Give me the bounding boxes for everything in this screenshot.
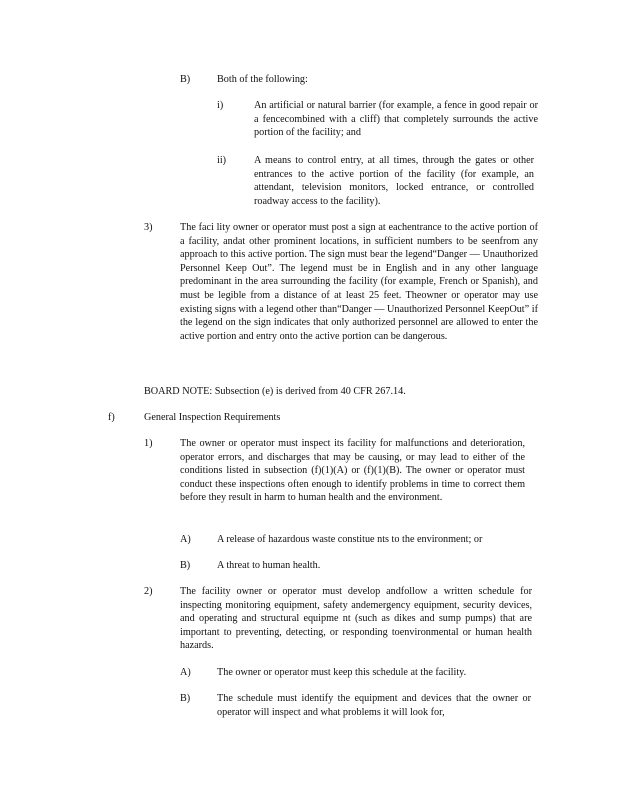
clause-text-f2A: The owner or operator must keep this schedule at the facility. <box>217 667 467 678</box>
item-text-f2: The facility owner or operator must develop andfollow a written schedule for inspecting monitoring equipment, safety andemergency equipment, security devices, and operating and structural equipme nt (such as dikes and sump pumps) that are important to preventing, detecting, or responding toenvironmental or human health hazards. <box>180 586 532 652</box>
board-note: BOARD NOTE: Subsection (e) is derived from 40 CFR 267.14. <box>144 386 406 397</box>
subclause-label-ii: ii) <box>217 155 227 166</box>
item-label-f2: 2) <box>144 586 153 597</box>
clause-label-f2A: A) <box>180 667 191 678</box>
item-text-3: The faci lity owner or operator must post a sign at eachentrance to the active portion of a facility, andat other prominent locations, in sufficient numbers to be seenfrom any approach to this active portion. The sign must bear the legend“Danger — Unauthorized Personnel Keep Out”. The legend must be in English and in any other language predominant in the area surrounding the facility (for example, French or Spanish), and must be legible from a distance of at least 25 feet. Theowner or operator may use existing signs with a legend other than“Danger — Unauthorized Personnel KeepOut” if the legend on the sign indicates that only authorized personnel are allowed to enter the active portion and entry onto the active portion can be dangerous. <box>180 222 538 342</box>
subclause-text-i: An artificial or natural barrier (for example, a fence in good repair or a fencecombined with a cliff) that completely surrounds the active portion of the facility; and <box>254 100 538 139</box>
clause-text-f1A: A release of hazardous waste constitue nts to the environment; or <box>217 534 483 545</box>
item-label-3: 3) <box>144 222 153 233</box>
clause-label-f2B: B) <box>180 693 191 704</box>
section-label-f: f) <box>108 412 115 423</box>
subclause-text-ii: A means to control entry, at all times, through the gates or other entrances to the active portion of the facility (for example, an attendant, television monitors, locked entrance, or controlled roadway access to the facility). <box>254 155 534 207</box>
section-heading-f: General Inspection Requirements <box>144 412 281 423</box>
clause-label-f1B: B) <box>180 560 191 571</box>
item-label-f1: 1) <box>144 438 153 449</box>
clause-text-2B: Both of the following: <box>217 74 308 85</box>
clause-text-f2B: The schedule must identify the equipment and devices that the owner or operator will inspect and what problems it will look for, <box>217 693 531 718</box>
clause-label-f1A: A) <box>180 534 191 545</box>
clause-text-f1B: A threat to human health. <box>217 560 321 571</box>
item-text-f1: The owner or operator must inspect its facility for malfunctions and deterioration, operator errors, and discharges that may be causing, or may lead to either of the conditions listed in subsection (f)(1)(A) or (f)(1)(B). The owner or operator must conduct these inspections often enough to identify problems in time to correct them before they result in harm to human health and the environment. <box>180 438 525 504</box>
clause-label-2B: B) <box>180 74 191 85</box>
subclause-label-i: i) <box>217 100 224 111</box>
